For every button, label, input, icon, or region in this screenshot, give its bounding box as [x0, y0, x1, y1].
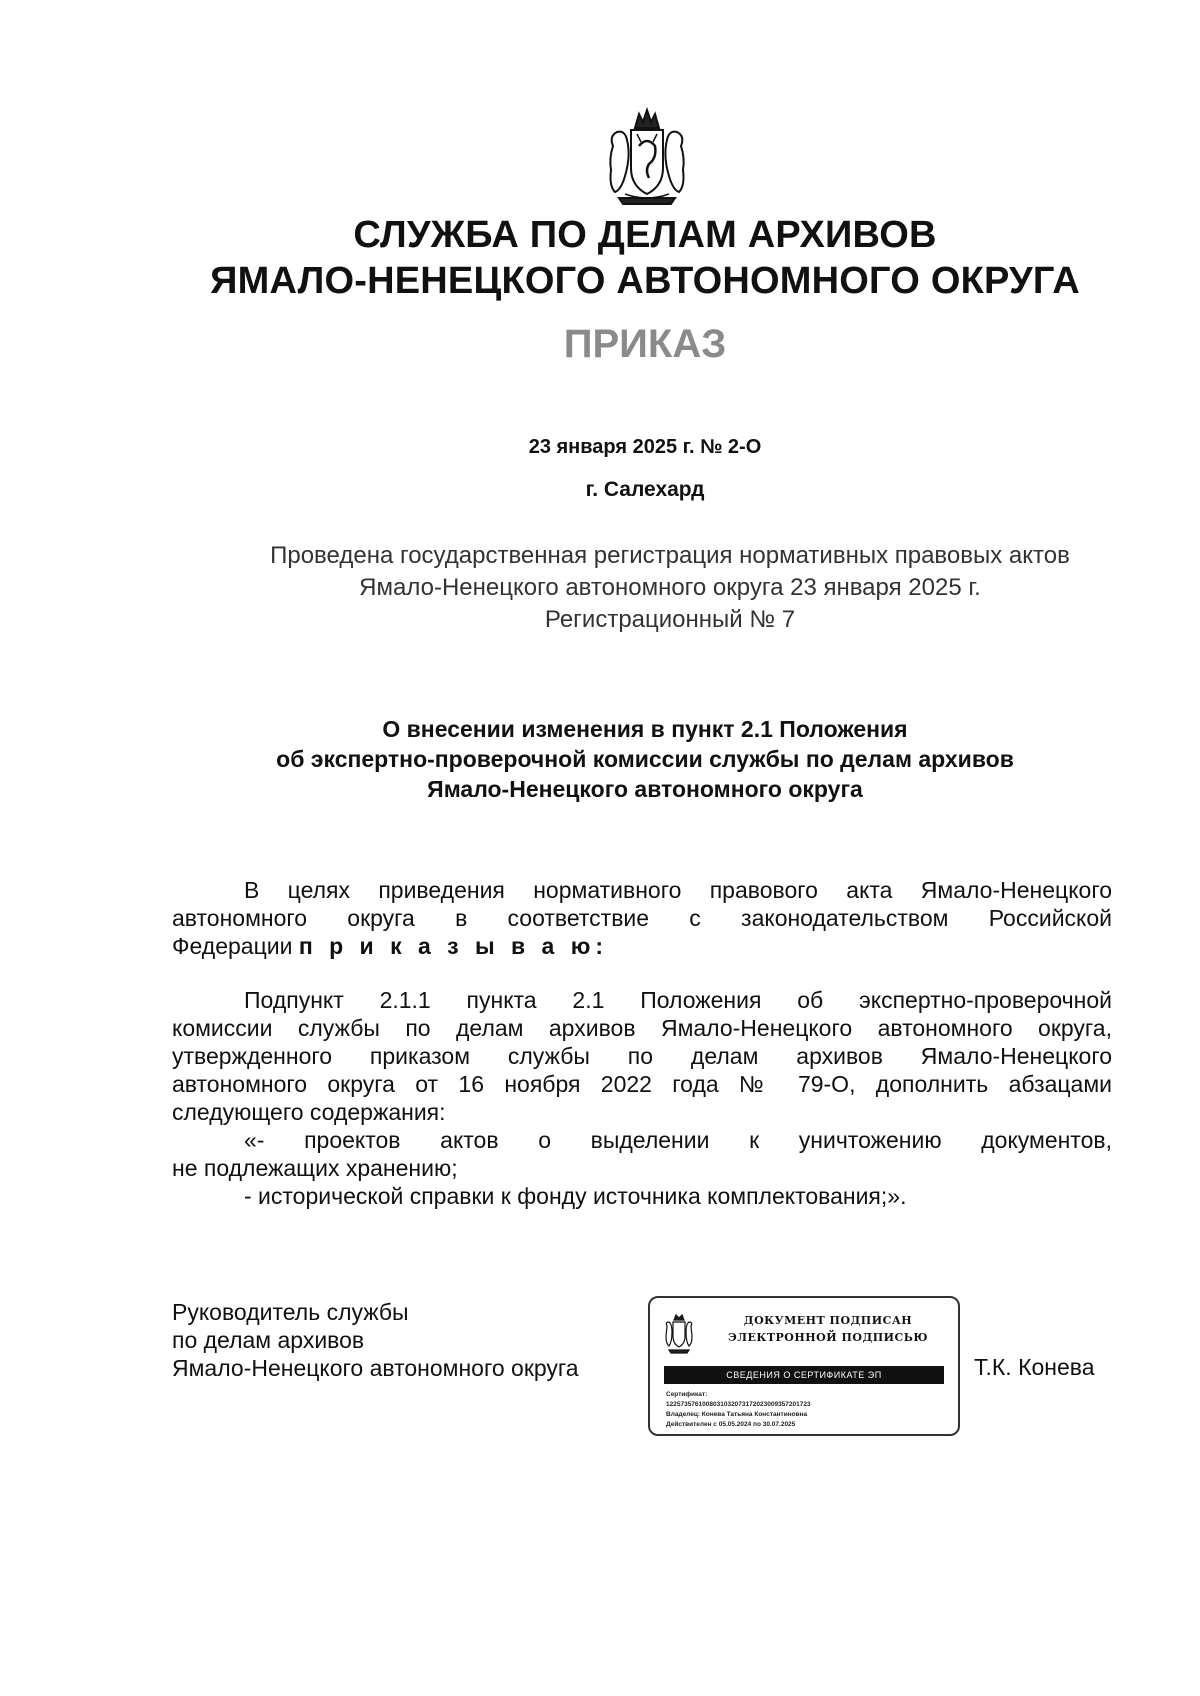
organization-title-line2: ЯМАЛО-НЕНЕЦКОГО АВТОНОМНОГО ОКРУГА	[210, 260, 1080, 302]
preamble-line1: В целях приведения нормативного правового акта Ямало-Ненецкого	[244, 877, 1112, 903]
subject-line2: об экспертно-проверочной комиссии службы по делам архивов	[276, 746, 1014, 772]
signatory-name: Т.К. Конева	[974, 1354, 1095, 1380]
order-line2: комиссии службы по делам архивов Ямало-Ненецкого автономного округа,	[172, 1015, 1112, 1041]
stamp-cert-number: 1225735761008031032073172023009357201723	[666, 1401, 811, 1408]
stamp-title	[708, 1312, 948, 1346]
amendment-line1: «- проектов актов о выделении к уничтожению документов,	[244, 1127, 1112, 1153]
subject-line3: Ямало-Ненецкого автономного округа	[427, 776, 863, 802]
order-word: п р и к а з ы в а ю:	[298, 933, 609, 959]
order-line4: автономного округа от 16 ноября 2022 года № 79-О, дополнить абзацами	[172, 1071, 1112, 1097]
signatory-position-line1: Руководитель службы	[172, 1299, 409, 1325]
registration-line3: Регистрационный № 7	[544, 606, 796, 633]
order-line5: следующего содержания:	[172, 1099, 446, 1125]
document-city: г. Салехард	[585, 478, 705, 501]
stamp-title-line1: ДОКУМЕНТ ПОДПИСАН	[743, 1314, 913, 1327]
stamp-coat-of-arms-icon	[664, 1314, 694, 1354]
registration-line2: Ямало-Ненецкого автономного округа 23 января 2025 г.	[359, 574, 981, 601]
registration-note	[170, 540, 1170, 636]
stamp-certificate-details	[666, 1390, 950, 1430]
preamble-paragraph	[172, 876, 1112, 960]
coat-of-arms-icon	[605, 106, 689, 208]
document-subject	[180, 714, 1110, 804]
preamble-line2: автономного округа в соответствие с законодательством Российской	[172, 905, 1112, 931]
amendment-line2: не подлежащих хранению;	[172, 1155, 458, 1181]
order-line1: Подпункт 2.1.1 пункта 2.1 Положения об экспертно-проверочной	[244, 987, 1112, 1013]
amendment-line3: - исторической справки к фонду источника комплектования;».	[244, 1183, 907, 1209]
stamp-owner: Владелец: Конева Татьяна Константиновна	[666, 1411, 808, 1418]
document-type: ПРИКАЗ	[563, 322, 727, 366]
registration-line1: Проведена государственная регистрация нормативных правовых актов	[270, 542, 1070, 569]
stamp-certificate-bar: СВЕДЕНИЯ О СЕРТИФИКАТЕ ЭП	[664, 1366, 944, 1384]
signatory-position	[172, 1298, 579, 1382]
order-line3: утвержденного приказом службы по делам архивов Ямало-Ненецкого	[172, 1043, 1112, 1069]
stamp-title-line2: ЭЛЕКТРОННОЙ ПОДПИСЬЮ	[727, 1331, 929, 1344]
preamble-line3	[172, 932, 1112, 960]
organization-title	[0, 212, 1200, 304]
preamble-line3-start: Федерации	[172, 933, 293, 959]
organization-title-line1: СЛУЖБА ПО ДЕЛАМ АРХИВОВ	[353, 214, 937, 256]
stamp-validity: Действителен с 05.05.2024 по 30.07.2025	[666, 1421, 796, 1428]
signatory-position-line3: Ямало-Ненецкого автономного округа	[172, 1355, 579, 1381]
order-paragraph	[172, 986, 1112, 1210]
electronic-signature-stamp	[648, 1296, 960, 1436]
signatory-position-line2: по делам архивов	[172, 1327, 365, 1353]
document-date-number: 23 января 2025 г. № 2-О	[528, 436, 762, 458]
stamp-cert-label: Сертификат:	[666, 1391, 708, 1398]
subject-line1: О внесении изменения в пункт 2.1 Положения	[382, 716, 908, 742]
